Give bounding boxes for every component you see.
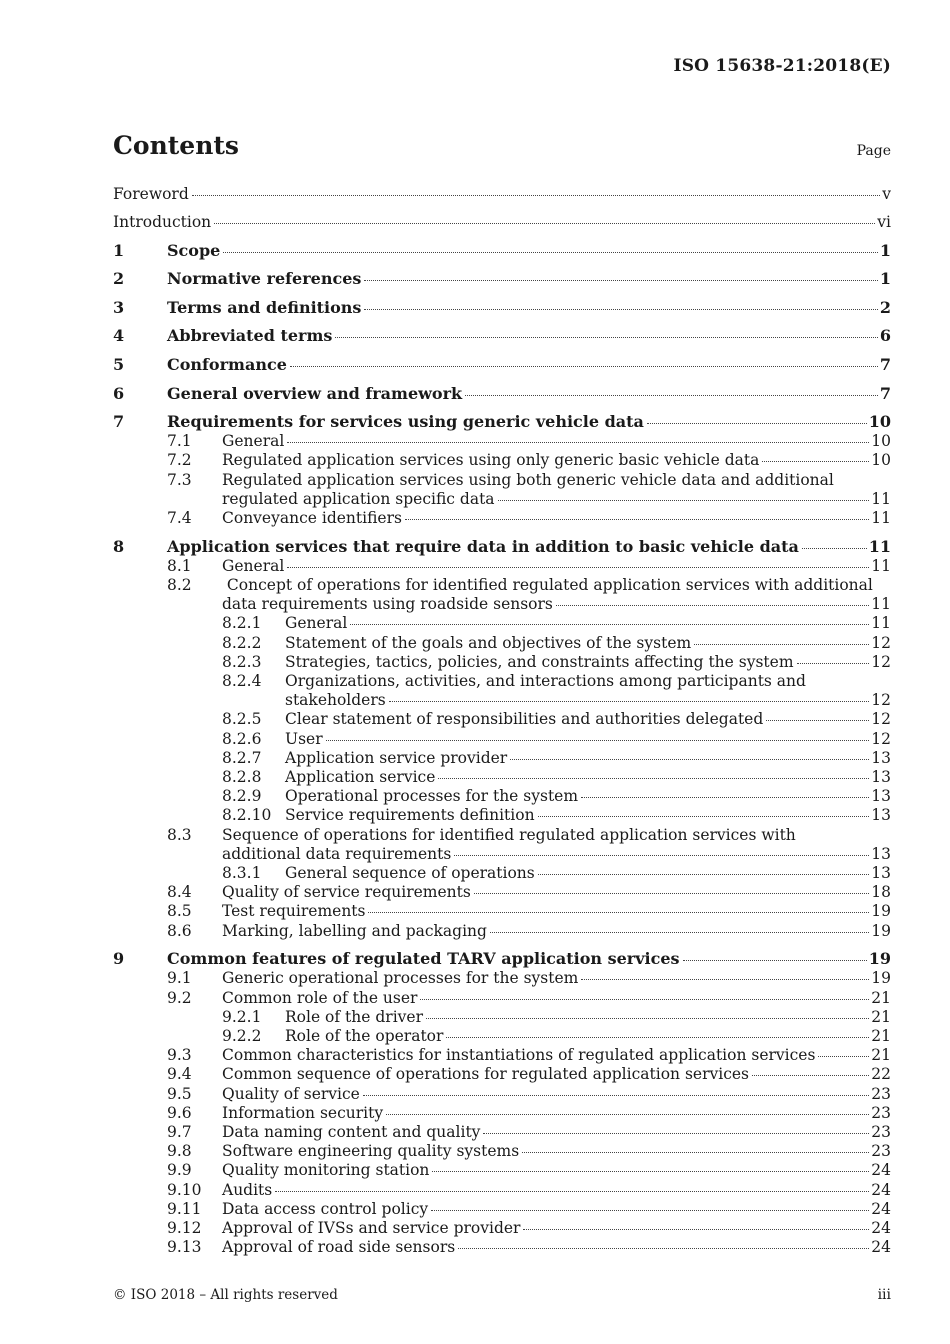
dot-leader [647,423,867,424]
toc-entry-title: Terms and definitions [167,297,362,317]
toc-entry[interactable] [113,557,891,576]
toc-entry-title: Audits [222,1180,273,1199]
toc-entry-page: 12 [871,633,891,652]
toc-entry-title: User [285,729,323,748]
toc-entry-title-line: Organizations, activities, and interactions among participants and [285,671,806,690]
toc-entry-title: Abbreviated terms [167,326,333,346]
toc-entry-number: 4 [113,326,125,346]
dot-leader [498,500,870,501]
toc-entry-title: Quality of service requirements [222,883,471,902]
dot-leader [683,960,867,961]
toc-entry-title: Service requirements definition [285,806,535,825]
toc-entry-title: stakeholders [285,691,386,710]
toc-entry[interactable] [113,1046,891,1065]
dot-leader [364,309,877,310]
dot-leader [389,701,870,702]
toc-entry-page: 13 [871,748,891,767]
dot-leader [818,1056,869,1057]
toc-entry[interactable] [113,710,891,729]
toc-entry[interactable] [113,298,891,318]
toc-entry-number: 8.2.6 [222,729,262,748]
toc-entry-number: 7.1 [167,432,192,451]
toc-entry-number: 8.2.4 [222,671,262,690]
toc-entry-title-line: Concept of operations for identified regulated application services with additional [222,575,873,594]
document-id: ISO 15638-21:2018(E) [673,56,891,76]
toc-entry-number: 9.12 [167,1219,202,1238]
toc-entry-number: 8.2.1 [222,614,262,633]
dot-leader [766,720,869,721]
toc-entry-page: 24 [871,1180,891,1199]
dot-leader [192,195,880,196]
toc-entry[interactable] [113,653,891,672]
toc-entry-title-line: Regulated application services using both generic vehicle data and additional [222,470,834,489]
toc-entry-title: General [285,614,348,633]
toc-entry[interactable] [113,806,891,825]
toc-entry-number: 5 [113,354,125,374]
toc-entry-title: Data access control policy [222,1199,429,1218]
dot-leader [426,1018,869,1019]
toc-entry[interactable] [113,185,891,204]
toc-entry[interactable] [113,614,891,633]
toc-entry-title: Generic operational processes for the system [222,969,579,988]
toc-entry-page: 12 [871,652,891,671]
dot-leader [538,874,870,875]
toc-entry[interactable] [113,1181,891,1200]
toc-entry-title: Role of the operator [285,1027,444,1046]
dot-leader [581,797,869,798]
toc-entry-number: 8 [113,536,125,556]
dot-leader [432,1171,869,1172]
toc-entry-page: 21 [871,1046,891,1065]
toc-entry-number: 8.2.2 [222,633,262,652]
toc-entry[interactable] [113,1200,891,1219]
page-column-label: Page [856,143,891,159]
toc-entry-title: Foreword [113,185,189,203]
toc-entry-page: 10 [871,432,891,451]
toc-entry-number: 8.3 [167,825,192,844]
toc-entry[interactable] [113,730,891,749]
toc-entry-number: 8.2.7 [222,748,262,767]
toc-entry[interactable] [113,1085,891,1104]
toc-entry-page: 6 [879,326,891,346]
toc-entry-page: 7 [879,354,891,374]
toc-entry-title: Requirements for services using generic vehicle data [167,412,644,432]
table-of-contents [113,185,891,1257]
toc-entry-title: Introduction [113,212,212,231]
dot-leader [420,999,869,1000]
toc-entry-page: 19 [871,902,891,921]
toc-entry[interactable] [113,1123,891,1142]
toc-entry-number: 8.4 [167,883,192,902]
toc-entry-number: 9.8 [167,1142,192,1161]
toc-entry[interactable] [113,826,891,864]
toc-entry[interactable] [113,787,891,806]
toc-entry-title: Application service [285,768,436,786]
toc-entry-title: Test requirements [222,902,366,921]
toc-entry-title: Common features of regulated TARV application services [167,949,680,969]
dot-leader [762,461,869,462]
dot-leader [386,1114,869,1115]
toc-entry-page: 1 [879,240,891,260]
toc-entry-title: Software engineering quality systems [222,1142,520,1161]
toc-entry-page: 11 [871,556,891,575]
toc-entry-number: 3 [113,297,125,317]
dot-leader [581,979,869,980]
toc-entry-title: Regulated application services using only generic basic vehicle data [222,451,760,470]
toc-entry[interactable] [113,902,891,921]
toc-entry-page: 7 [879,383,891,403]
toc-entry-title: Strategies, tactics, policies, and constraints affecting the system [285,652,794,671]
toc-entry[interactable] [113,749,891,768]
dot-leader [368,912,869,913]
toc-entry[interactable] [113,1219,891,1238]
toc-entry[interactable] [113,1238,891,1257]
toc-entry-number: 8.2.5 [222,710,262,729]
toc-entry-number: 1 [113,240,125,260]
dot-leader [223,252,878,253]
dot-leader [431,1210,869,1211]
toc-entry-page: 24 [871,1238,891,1257]
toc-entry-page: 11 [871,614,891,633]
dot-leader [350,624,869,625]
toc-entry-number: 8.2.3 [222,652,262,671]
toc-entry[interactable] [113,537,891,557]
toc-entry-title: Clear statement of responsibilities and authorities delegated [285,710,764,729]
toc-entry-page: 23 [871,1084,891,1103]
toc-entry[interactable] [113,1065,891,1084]
dot-leader [483,1133,869,1134]
toc-entry[interactable] [113,412,891,432]
toc-entry-page: 11 [871,595,891,614]
toc-entry-page: vi [877,212,891,231]
toc-entry-number: 9.2.1 [222,1007,262,1026]
toc-entry[interactable] [113,1008,891,1027]
toc-entry-page: 10 [871,451,891,470]
toc-entry-page: 23 [871,1103,891,1122]
dot-leader [326,740,870,741]
toc-entry[interactable] [113,989,891,1008]
toc-entry-title: Approval of IVSs and service provider [222,1219,521,1238]
toc-entry[interactable] [113,451,891,470]
toc-entry-title: data requirements using roadside sensors [222,595,553,614]
toc-entry[interactable] [113,768,891,787]
toc-entry[interactable] [113,355,891,375]
toc-entry-page: 19 [871,969,891,988]
toc-entry-title: Quality monitoring station [222,1161,430,1180]
toc-entry[interactable] [113,883,891,902]
dot-leader [802,548,867,549]
toc-entry-page: 12 [871,710,891,729]
toc-entry-title: additional data requirements [222,844,452,863]
toc-entry-title: Operational processes for the system [285,787,579,806]
dot-leader [446,1037,869,1038]
dot-leader [275,1191,869,1192]
toc-entry-number: 8.3.1 [222,864,262,883]
toc-entry-page: 13 [871,768,891,786]
toc-entry[interactable] [113,949,891,969]
dot-leader [438,778,869,779]
toc-entry-number: 9.7 [167,1123,192,1142]
toc-entry-page: 2 [879,297,891,317]
toc-entry-page: 23 [871,1142,891,1161]
toc-entry-number: 8.1 [167,556,192,575]
toc-entry-page: 23 [871,1123,891,1142]
contents-heading: Contents [113,131,240,160]
toc-entry-page: 19 [868,949,891,969]
copyright-notice: © ISO 2018 – All rights reserved [113,1287,338,1303]
toc-entry-page: 12 [871,729,891,748]
dot-leader [290,366,878,367]
toc-entry-page: 13 [871,787,891,806]
toc-entry[interactable] [113,269,891,289]
dot-leader [287,442,869,443]
toc-entry-number: 8.2.9 [222,787,262,806]
toc-entry-title: Role of the driver [285,1007,423,1026]
toc-entry[interactable] [113,1142,891,1161]
toc-entry-title: Approval of road side sensors [222,1238,456,1257]
toc-entry-page: 24 [871,1161,891,1180]
toc-entry-title: regulated application specific data [222,489,495,508]
toc-entry-title: Information security [222,1103,384,1122]
toc-entry[interactable] [113,213,891,232]
dot-leader [364,280,877,281]
toc-entry-page: 1 [879,269,891,289]
toc-entry-title: General overview and framework [167,383,463,403]
toc-entry-number: 7 [113,412,125,432]
dot-leader [474,893,869,894]
toc-entry[interactable] [113,922,891,941]
toc-entry-number: 7.2 [167,451,192,470]
toc-entry-page: 18 [871,883,891,902]
dot-leader [405,519,869,520]
toc-entry-number: 8.2.8 [222,768,262,786]
dot-leader [510,759,869,760]
toc-entry-title: Application services that require data in addition to basic vehicle data [167,536,799,556]
dot-leader [694,644,869,645]
toc-entry[interactable] [113,432,891,451]
toc-entry-number: 9.5 [167,1084,192,1103]
toc-entry-page: 19 [871,921,891,940]
toc-entry-number: 8.6 [167,921,192,940]
toc-entry-number: 7.4 [167,508,192,527]
toc-entry-page: 24 [871,1199,891,1218]
page-number: iii [877,1287,891,1303]
toc-entry-page: 22 [871,1065,891,1084]
toc-entry[interactable] [113,241,891,261]
toc-entry-title: General sequence of operations [285,864,535,883]
toc-entry-title: Common characteristics for instantiations of regulated application services [222,1046,816,1065]
toc-entry-title: Statement of the goals and objectives of the system [285,633,692,652]
toc-entry-number: 9.2 [167,988,192,1007]
toc-entry-page: 21 [871,988,891,1007]
toc-entry-page: 21 [871,1027,891,1046]
dot-leader [287,567,869,568]
toc-entry-title: Application service provider [285,748,508,767]
dot-leader [556,605,869,606]
toc-entry[interactable] [113,969,891,988]
dot-leader [523,1229,869,1230]
dot-leader [458,1248,869,1249]
toc-entry-title: Normative references [167,269,362,289]
toc-entry-page: 11 [871,489,891,508]
toc-entry-number: 9.3 [167,1046,192,1065]
toc-entry-number: 8.5 [167,902,192,921]
toc-entry[interactable] [113,471,891,509]
toc-entry[interactable] [113,326,891,346]
dot-leader [335,337,877,338]
toc-entry-number: 9.4 [167,1065,192,1084]
toc-entry-number: 9 [113,949,125,969]
toc-entry[interactable] [113,1027,891,1046]
dot-leader [465,395,878,396]
toc-entry-page: 24 [871,1219,891,1238]
toc-entry-title: Common sequence of operations for regulated application services [222,1065,749,1084]
toc-entry[interactable] [113,576,891,614]
dot-leader [752,1075,869,1076]
toc-entry-title: Quality of service [222,1084,360,1103]
toc-entry-title: Common role of the user [222,988,418,1007]
toc-entry-page: 10 [868,412,891,432]
toc-entry-number: 9.6 [167,1103,192,1122]
toc-entry-number: 8.2 [167,575,192,594]
dot-leader [454,855,869,856]
toc-entry[interactable] [113,1104,891,1123]
dot-leader [797,663,870,664]
dot-leader [363,1095,869,1096]
toc-entry-number: 9.2.2 [222,1027,262,1046]
toc-entry-page: 11 [871,508,891,527]
toc-entry-page: 21 [871,1007,891,1026]
toc-entry-title: Scope [167,240,221,260]
toc-entry-page: 13 [871,844,891,863]
toc-entry-page: 12 [871,691,891,710]
toc-entry-title: General [222,556,285,575]
toc-entry-number: 2 [113,269,125,289]
toc-entry-page: 11 [868,536,891,556]
toc-entry-title: Conveyance identifiers [222,508,402,527]
toc-entry-number: 6 [113,383,125,403]
toc-entry-number: 9.10 [167,1180,202,1199]
toc-entry-page: 13 [871,864,891,883]
toc-entry-title: Data naming content and quality [222,1123,481,1142]
toc-entry[interactable] [113,672,891,710]
toc-entry-title: General [222,432,285,451]
toc-entry[interactable] [113,634,891,653]
toc-entry-title: Conformance [167,354,287,374]
toc-entry-page: v [882,185,891,203]
dot-leader [522,1152,869,1153]
toc-entry[interactable] [113,384,891,404]
toc-entry-number: 9.13 [167,1238,202,1257]
dot-leader [538,816,870,817]
dot-leader [214,223,875,224]
toc-entry-title-line: Sequence of operations for identified regulated application services with [222,825,796,844]
toc-entry-number: 8.2.10 [222,806,272,825]
toc-entry-number: 9.9 [167,1161,192,1180]
toc-entry-number: 9.11 [167,1199,202,1218]
toc-entry[interactable] [113,1161,891,1180]
toc-entry[interactable] [113,509,891,528]
dot-leader [490,932,869,933]
toc-entry-title: Marking, labelling and packaging [222,921,487,940]
toc-entry[interactable] [113,864,891,883]
toc-entry-page: 13 [871,806,891,825]
toc-entry-number: 9.1 [167,969,192,988]
toc-entry-number: 7.3 [167,470,192,489]
